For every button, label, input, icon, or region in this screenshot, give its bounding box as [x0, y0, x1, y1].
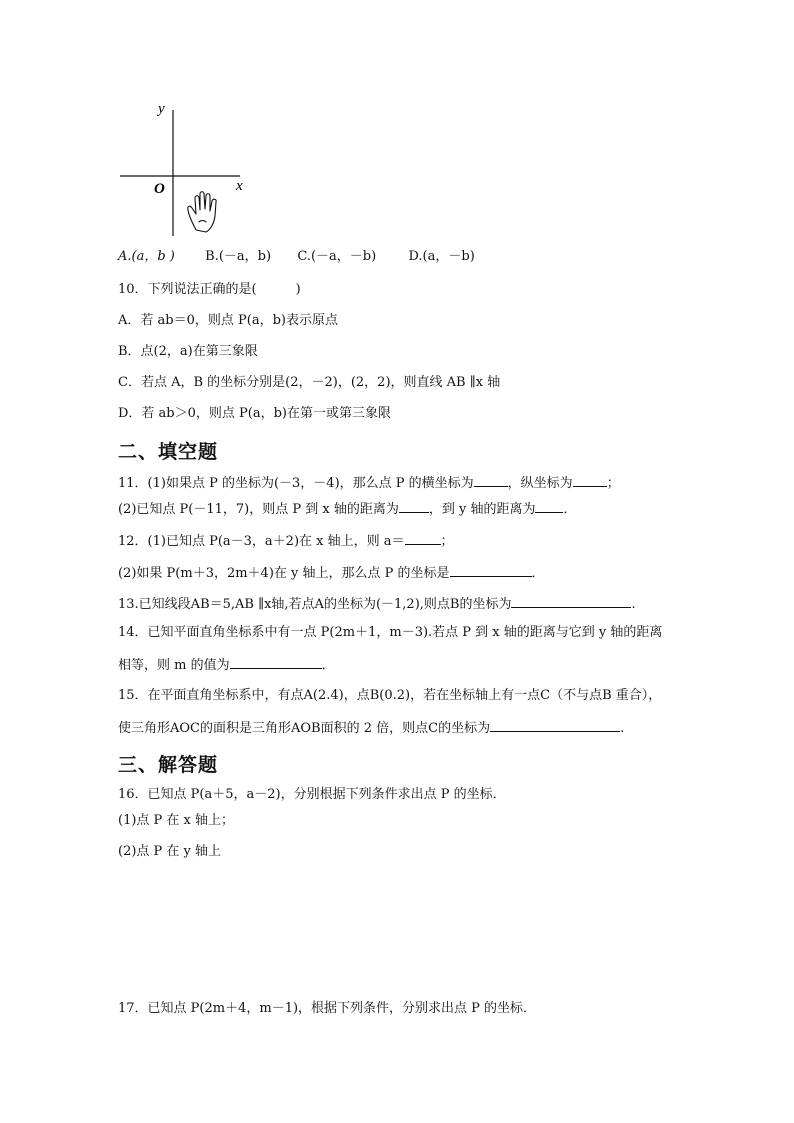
q11-blank-4[interactable]: [535, 499, 563, 513]
coordinate-figure: [118, 98, 258, 244]
q11-blank-2[interactable]: [573, 473, 607, 487]
q16-part-2: (2)点 P 在 y 轴上: [118, 844, 222, 859]
q10-option-b: B．点(2，a)在第三象限: [118, 344, 258, 359]
q10-option-c: C．若点 A，B 的坐标分别是(2，－2)，(2，2)，则直线 AB ∥x 轴: [118, 375, 501, 390]
q12-line-1: [118, 531, 454, 551]
q11-text-1a: 11．(1)如果点 P 的坐标为(－3，－4)，那么点 P 的横坐标为: [118, 476, 474, 491]
q11-blank-3[interactable]: [399, 499, 429, 513]
q15-line-2: [118, 718, 624, 738]
q9-option-c: C.(－a，－b): [297, 249, 377, 264]
q11-line-1: [118, 473, 620, 493]
q11-line-2: [118, 499, 576, 519]
q11-text-2c: ．: [563, 502, 577, 517]
q11-text-2a: (2)已知点 P(－11，7)，则点 P 到 x 轴的距离为: [118, 502, 399, 517]
q17-stem: 17．已知点 P(2m＋4，m－1)，根据下列条件，分别求出点 P 的坐标．: [118, 1001, 537, 1016]
q11-text-2b: ，到 y 轴的距离为: [428, 502, 536, 517]
q12-blank-2[interactable]: [450, 563, 532, 577]
q16-stem: 16．已知点 P(a＋5，a－2)，分别根据下列条件求出点 P 的坐标．: [118, 787, 506, 802]
q14-blank[interactable]: [230, 655, 322, 669]
q11-text-1b: ，纵坐标为: [507, 476, 573, 491]
q9-options: [118, 248, 475, 266]
q12-text-2b: ．: [531, 566, 545, 581]
q12-text-2a: (2)如果 P(m＋3，2m＋4)在 y 轴上，那么点 P 的坐标是: [118, 566, 450, 581]
q13-line: [118, 594, 636, 614]
q15-text-2a: 使三角形AOC的面积是三角形AOB面积的 2 倍，则点C的坐标为: [118, 721, 491, 736]
origin-label: O: [154, 181, 165, 197]
q13-blank[interactable]: [511, 594, 631, 608]
q12-text-1b: ；: [440, 534, 454, 549]
q11-text-1c: ；: [606, 476, 620, 491]
q11-blank-1[interactable]: [474, 473, 508, 487]
q12-blank-1[interactable]: [405, 531, 441, 545]
q15-text-2b: .: [620, 721, 625, 736]
q9-option-b: B.(－a，b): [205, 249, 272, 264]
x-axis-label: x: [236, 178, 243, 194]
q14-text-2a: 相等，则 m 的值为: [118, 658, 230, 673]
q12-text-1a: 12．(1)已知点 P(a－3，a＋2)在 x 轴上，则 a＝: [118, 534, 405, 549]
coordinate-axes: [118, 98, 258, 240]
q12-line-2: [118, 563, 545, 583]
raised-hand-icon: [188, 192, 216, 232]
q9-option-d: D.(a，－b): [408, 249, 475, 264]
q14-line-1: 14．已知平面直角坐标系中有一点 P(2m＋1，m－3).若点 P 到 x 轴的距离与它到 y 轴的距离: [118, 625, 663, 640]
section-2-title: 二、填空题: [118, 441, 219, 463]
q14-line-2: [118, 655, 335, 675]
q9-option-a: A.(a，b ): [118, 249, 175, 264]
section-3-title: 三、解答题: [118, 754, 219, 776]
q10-option-d: D．若 ab＞0，则点 P(a，b)在第一或第三象限: [118, 406, 391, 421]
q14-text-2b: ．: [321, 658, 335, 673]
q15-blank[interactable]: [490, 718, 620, 732]
q15-line-1: 15．在平面直角坐标系中，有点A(2.4)，点B(0.2)，若在坐标轴上有一点C（不与点B 重合），: [118, 688, 662, 703]
q10-stem: 10．下列说法正确的是( ): [118, 282, 301, 297]
q13-text-a: 13.已知线段AB＝5,AB ∥x轴,若点A的坐标为(－1,2),则点B的坐标为: [118, 597, 512, 612]
q16-part-1: (1)点 P 在 x 轴上；: [118, 813, 235, 828]
q13-text-b: .: [631, 597, 636, 612]
q10-option-a: A．若 ab＝0，则点 P(a，b)表示原点: [118, 313, 338, 328]
y-axis-label: y: [158, 101, 165, 117]
